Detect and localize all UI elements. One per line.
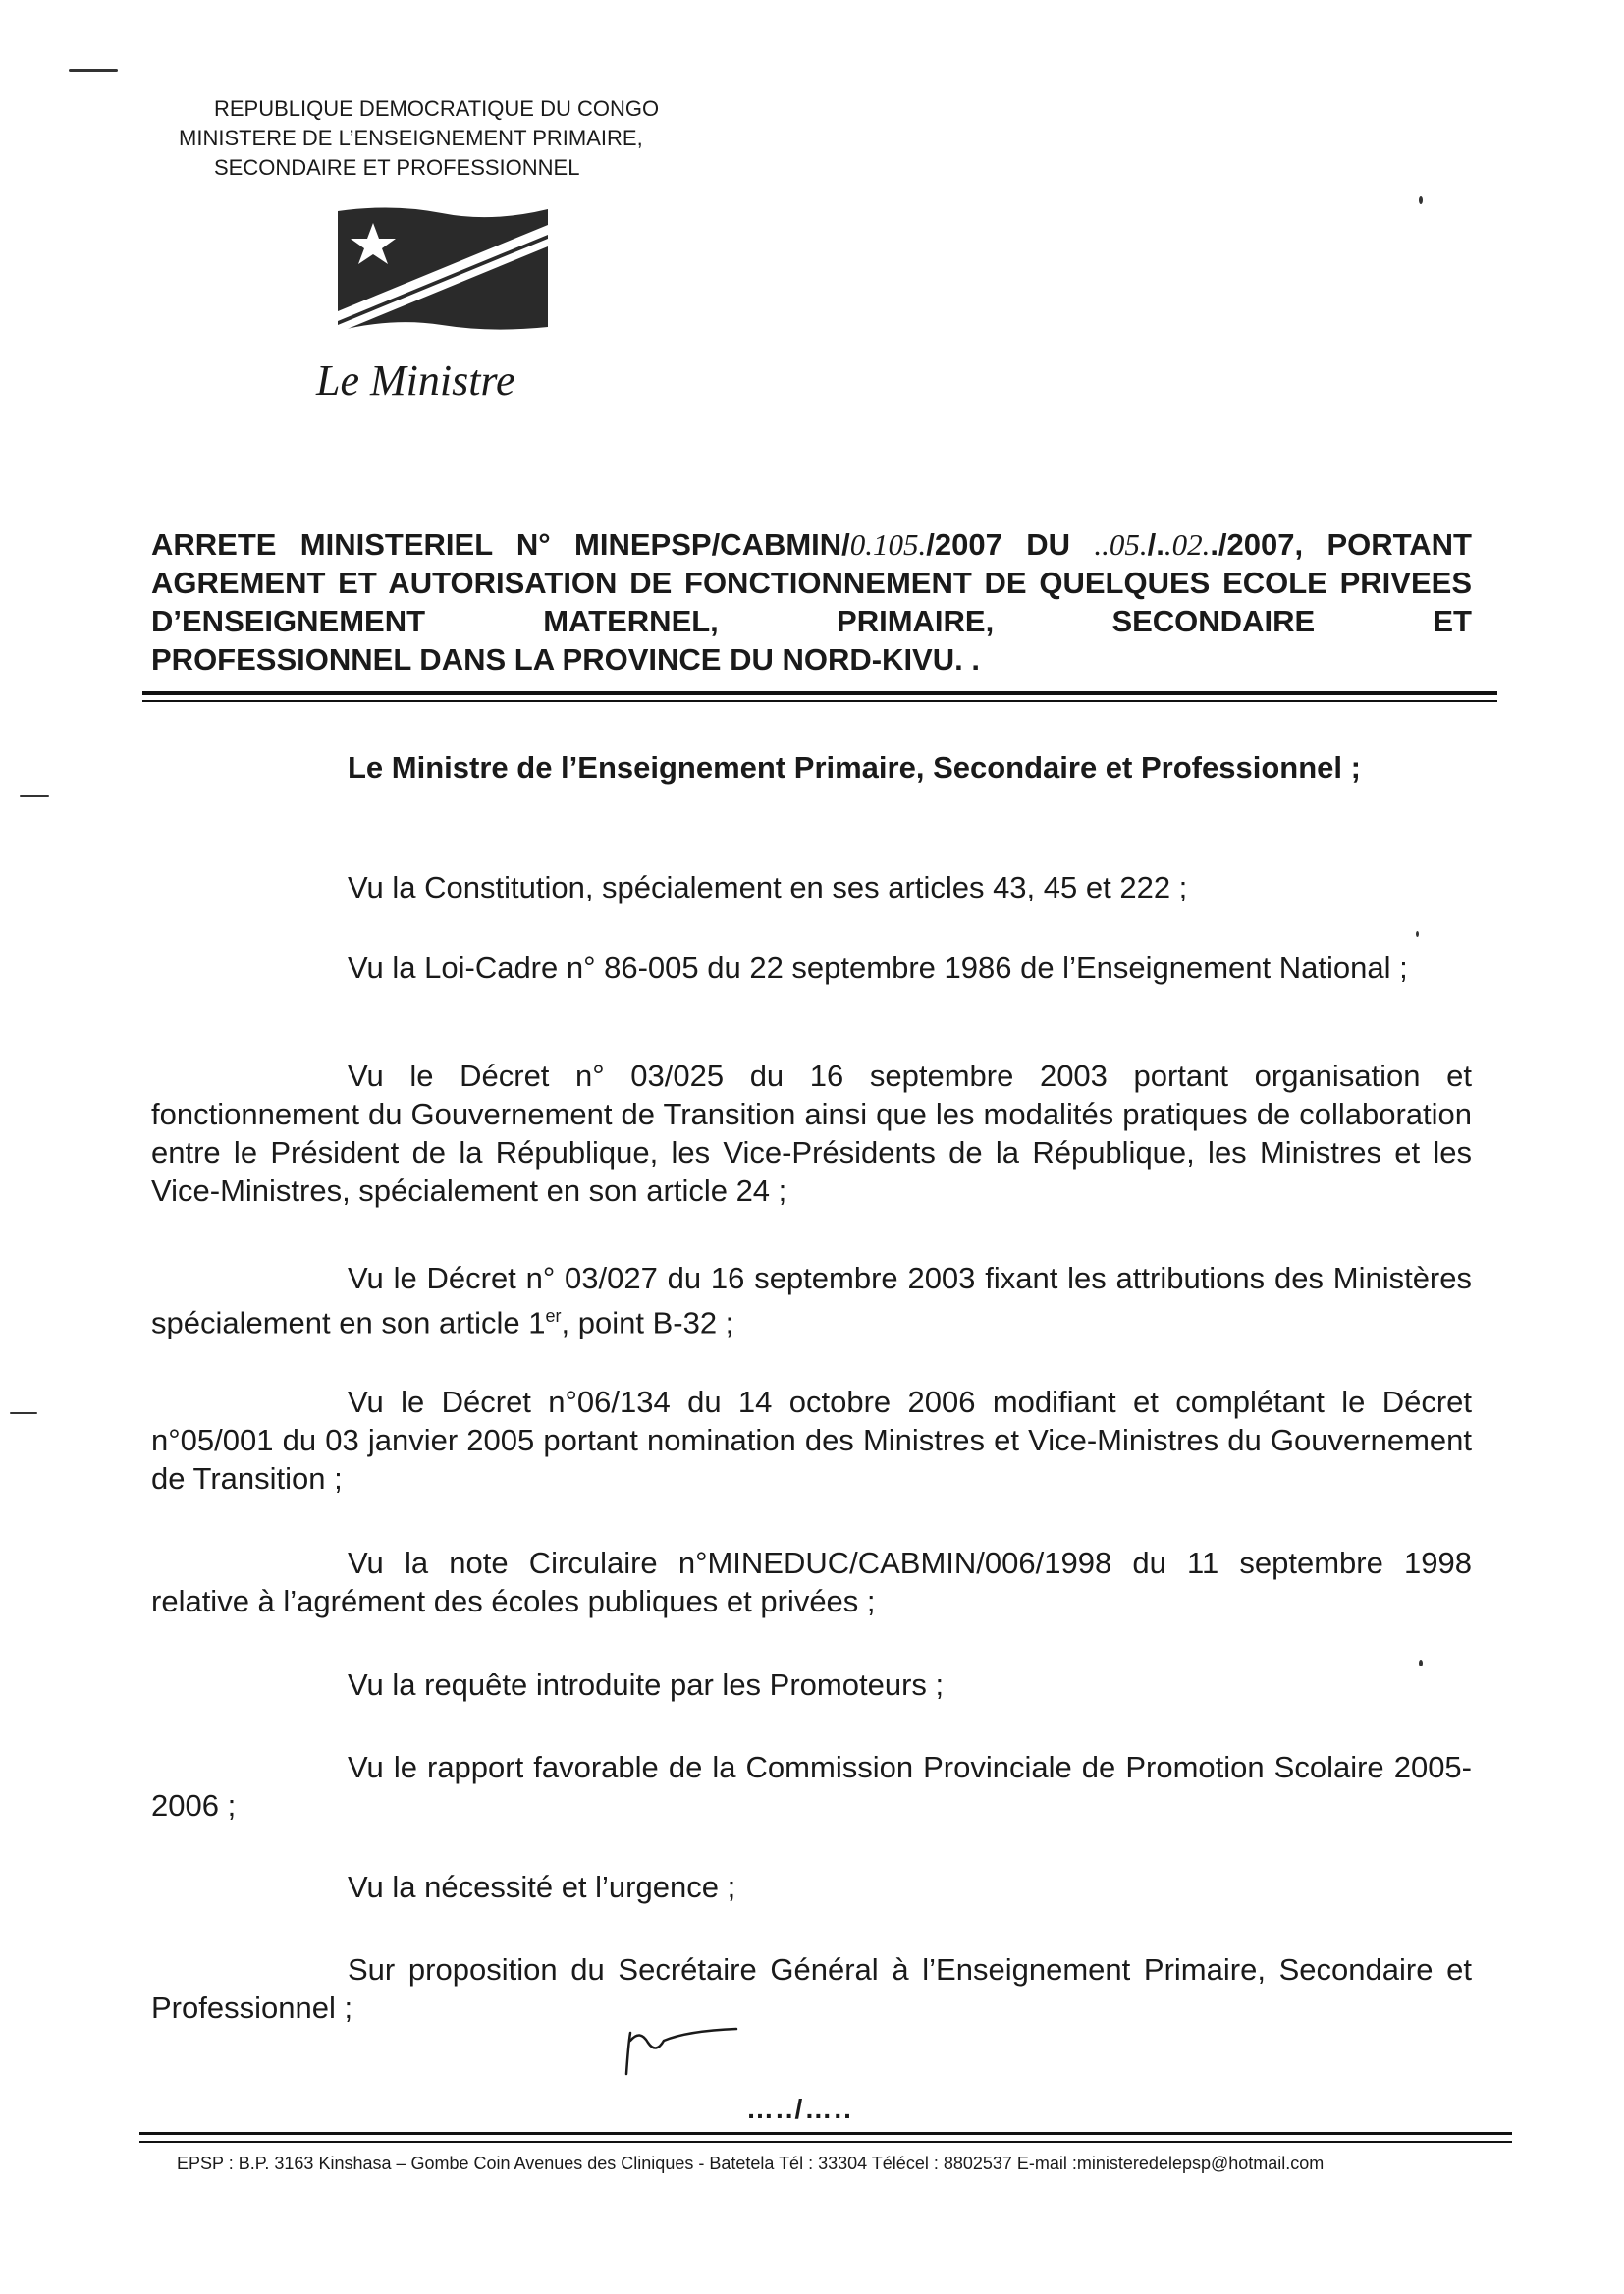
paragraph-decret-03-025: Vu le Décret n° 03/025 du 16 septembre 2003 portant organisation et fonctionnement du Gouvernement de Transition ainsi que les modalités pratiques de collaboration entre le Président de la République, les Vice-Présidents de la République, les Ministres et les Vice-Ministres, spécialement en son article 24 ; [151,1059,1472,1208]
scan-speck [1416,931,1419,937]
title-year1: /2007 DU [926,527,1095,562]
decree-title [151,525,1472,679]
title-last-line: PROFESSIONNEL DANS LA PROVINCE DU NORD-KIVU. . [151,642,980,677]
title-prefix: ARRETE MINISTERIEL N° MINEPSP/CABMIN/ [151,527,850,562]
paragraph-proposition: Sur proposition du Secrétaire Général à l’Enseignement Primaire, Secondaire et Professionnel ; [151,1952,1472,2025]
paragraph-requete: Vu la requête introduite par les Promoteurs ; [348,1667,945,1702]
scan-speck [10,1412,37,1414]
title-date-sep: /. [1147,527,1164,562]
handwritten-initials [619,2015,746,2084]
handwritten-day: ..05. [1094,527,1148,562]
scan-speck [69,69,118,72]
p4-end: , point B-32 ; [561,1305,734,1340]
letterhead-ministry: MINISTERE DE L’ENSEIGNEMENT PRIMAIRE, [179,126,643,150]
paragraph-note-circulaire: Vu la note Circulaire n°MINEDUC/CABMIN/006/1998 du 11 septembre 1998 relative à l’agrément des écoles publiques et privées ; [151,1546,1472,1618]
handwritten-number: 0.105. [849,527,927,562]
footer-rule-thin [139,2141,1512,2143]
paragraph-loi-cadre: Vu la Loi-Cadre n° 86-005 du 22 septembre 1986 de l’Enseignement National ; [348,951,1408,985]
title-rest: PORTANT AGREMENT ET AUTORISATION DE FONCTIONNEMENT DE QUELQUES ECOLE PRIVEES D’ENSEIGNEMENT MATERNEL, PRIMAIRE, SECONDAIRE ET [151,527,1472,638]
paragraph-decret-03-027 [151,1259,1472,1341]
letterhead-ministry-cont: SECONDAIRE ET PROFESSIONNEL [214,155,580,180]
scan-speck [1419,196,1423,204]
scan-speck [1419,1660,1423,1666]
handwritten-month: .02. [1164,527,1211,562]
paragraph-constitution: Vu la Constitution, spécialement en ses articles 43, 45 et 222 ; [348,870,1188,904]
paragraph-urgence: Vu la nécessité et l’urgence ; [348,1870,736,1904]
title-rule-thin [142,700,1497,702]
title-rule [142,691,1497,695]
paragraph-rapport: Vu le rapport favorable de la Commission Provinciale de Promotion Scolaire 2005-2006 ; [151,1750,1472,1823]
scan-speck [20,795,49,797]
paragraph-decret-06-134: Vu le Décret n°06/134 du 14 octobre 2006 modifiant et complétant le Décret n°05/001 du 03 janvier 2005 portant nomination des Ministres et Vice-Ministres du Gouvernement de Transition ; [151,1385,1472,1496]
drc-flag-icon [334,201,552,339]
continued-marker: …../….. [746,2094,853,2124]
intro-paragraph: Le Ministre de l’Enseignement Primaire, Secondaire et Professionnel ; [348,750,1361,785]
p4-superscript: er [545,1306,562,1326]
footer-rule [139,2132,1512,2135]
letterhead-country: REPUBLIQUE DEMOCRATIQUE DU CONGO [214,96,660,121]
title-year2: ./2007, [1210,527,1304,562]
footer-address: EPSP : B.P. 3163 Kinshasa – Gombe Coin Avenues des Cliniques - Batetela Tél : 33304 Télécel : 8802537 E-mail :ministeredelepsp@hotmail.com [177,2154,1325,2173]
signatory-title: Le Ministre [316,356,515,405]
p4-text: Vu le Décret n° 03/027 du 16 septembre 2003 fixant les attributions des Ministères spécialement en son article 1 [151,1261,1472,1340]
